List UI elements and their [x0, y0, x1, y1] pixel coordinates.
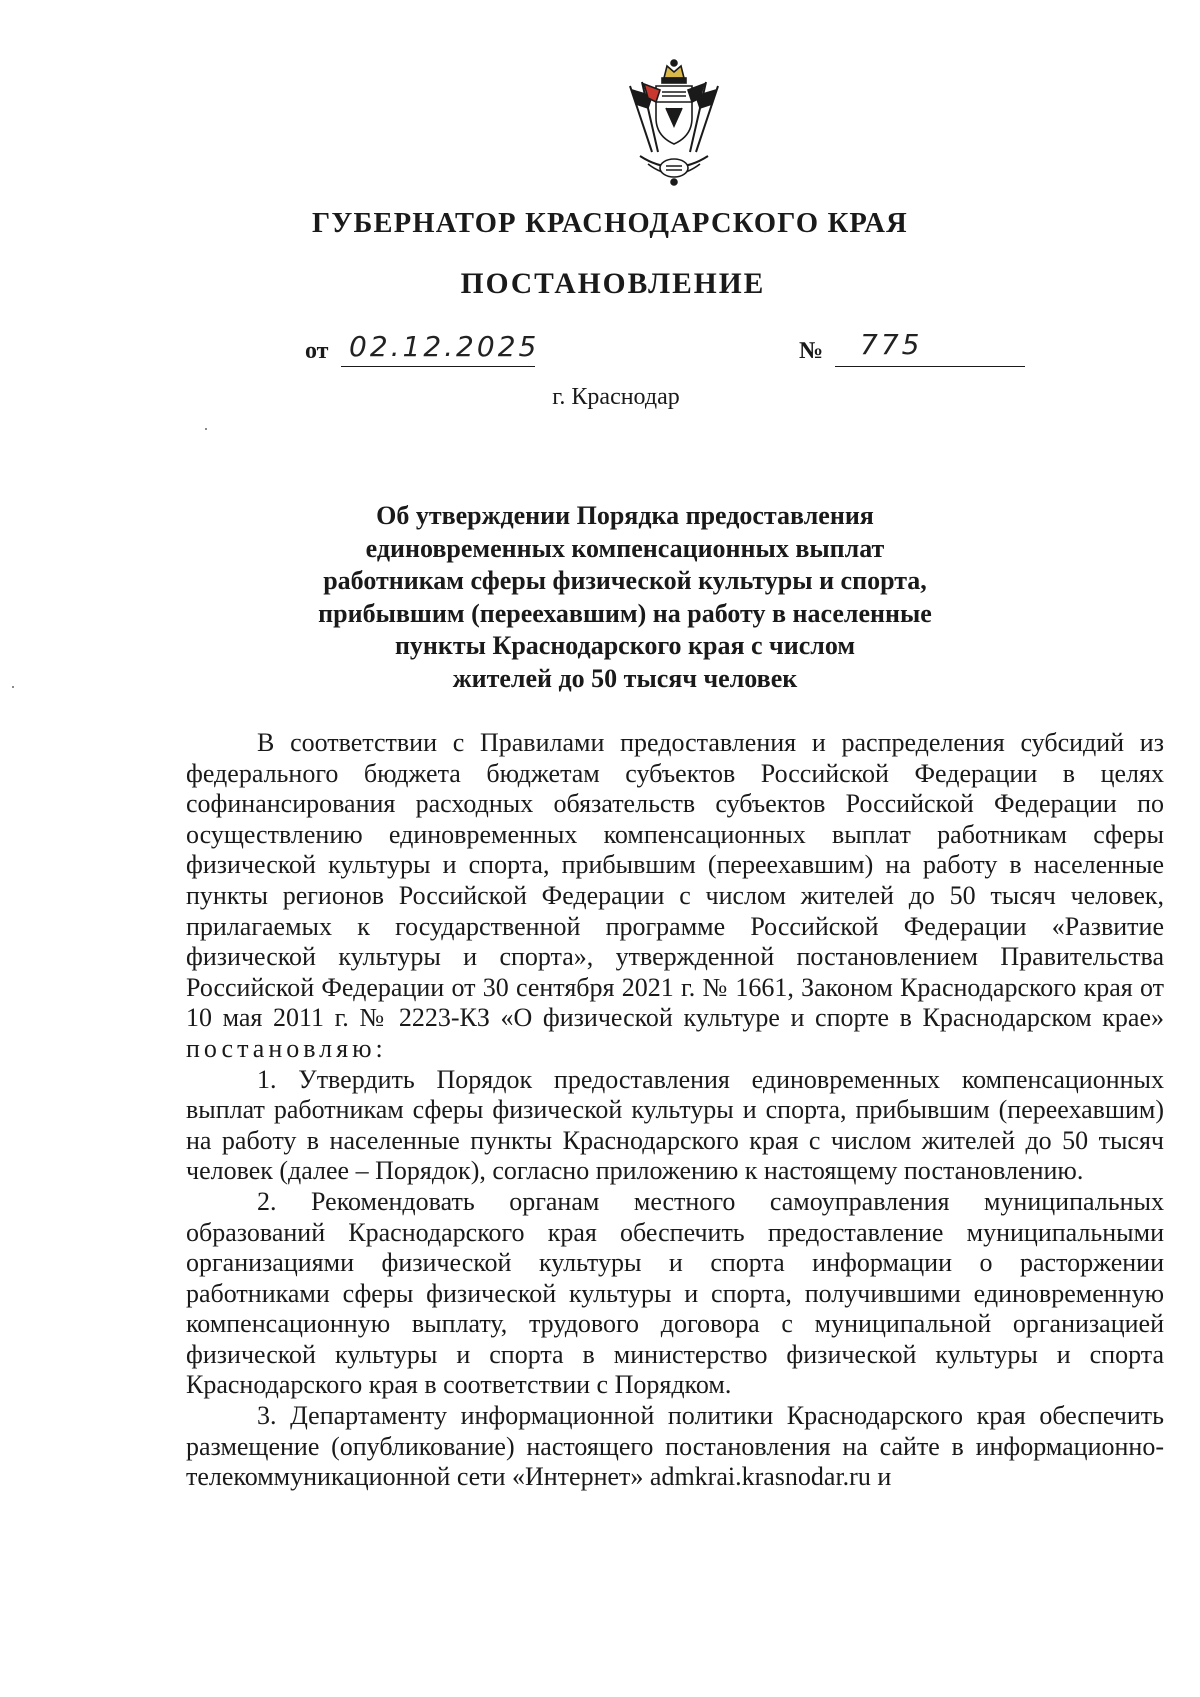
resolve-word: постановляю: [186, 1033, 387, 1063]
title-line: пункты Краснодарского края с числом [394, 631, 856, 660]
title-line: жителей до 50 тысяч человек [452, 663, 798, 693]
document-title [185, 500, 1065, 695]
number-underline [835, 366, 1025, 367]
title-line: прибывшим (переехавшим) на работу в населенные [318, 598, 932, 628]
krasnodar-coat-of-arms-icon [612, 56, 736, 188]
title-line: работникам сферы физической культуры и спорта, [323, 566, 927, 595]
number-sign: № [799, 338, 824, 364]
document-body [186, 728, 1164, 1493]
issuing-authority: ГУБЕРНАТОР КРАСНОДАРСКОГО КРАЯ [312, 208, 908, 239]
item-3-paragraph: 3. Департаменту информационной политики Краснодарского края обеспечить размещение (опубликование) настоящего постановления на сайте в информационно-телекоммуникационной сети «Интернет» admkrai.krasnodar.ru и [186, 1401, 1164, 1492]
handwritten-date: 02.12.2025 [349, 330, 540, 363]
scan-speck [12, 686, 14, 688]
preamble-paragraph [186, 728, 1164, 1065]
issue-city: г. Краснодар [552, 384, 680, 410]
date-number-row [305, 328, 1055, 372]
item-2-paragraph: 2. Рекомендовать органам местного самоуправления муниципальных образований Краснодарского края обеспечить предоставление муниципальными организациями физической культуры и спорта информации о расторжении работниками сферы физической культуры и спорта, получившими единовременную компенсационную выплату, трудового договора с муниципальной организацией физической культуры и спорта в министерство физической культуры и спорта Краснодарского края в соответствии с Порядком. [186, 1186, 1164, 1400]
handwritten-number: 775 [860, 328, 923, 361]
scan-speck [205, 428, 207, 430]
preamble-text: В соответствии с Правилами предоставления и распределения субсидий из федерального бюджета бюджетам субъектов Российской Федерации в целях софинансирования расходных обязательств субъектов Российской Федерации по осуществлению единовременных компенсационных выплат работникам сферы физической культуры и спорта, прибывшим (переехавшим) на работу в населенные пункты регионов Российской Федерации с числом жителей до 50 тысяч человек, прилагаемых к государственной программе Российской Федерации «Развитие физической культуры и спорта», утвержденной постановлением Правительства Российской Федерации от 30 сентября 2021 г. № 1661, Законом Краснодарского края от 10 мая 2011 г. № 2223-КЗ «О физической культуре и спорте в Краснодарском крае» [186, 728, 1164, 1033]
item-1-paragraph: 1. Утвердить Порядок предоставления единовременных компенсационных выплат работникам сферы физической культуры и спорта, прибывшим (переехавшим) на работу в населенные пункты Краснодарского края с числом жителей до 50 тысяч человек (далее – Порядок), согласно приложению к настоящему постановлению. [186, 1064, 1164, 1186]
title-line: единовременных компенсационных выплат [365, 533, 885, 563]
document-type: ПОСТАНОВЛЕНИЕ [460, 268, 766, 300]
date-underline [341, 366, 535, 367]
date-prefix: от [305, 338, 329, 364]
title-line: Об утверждении Порядка предоставления [376, 501, 874, 530]
